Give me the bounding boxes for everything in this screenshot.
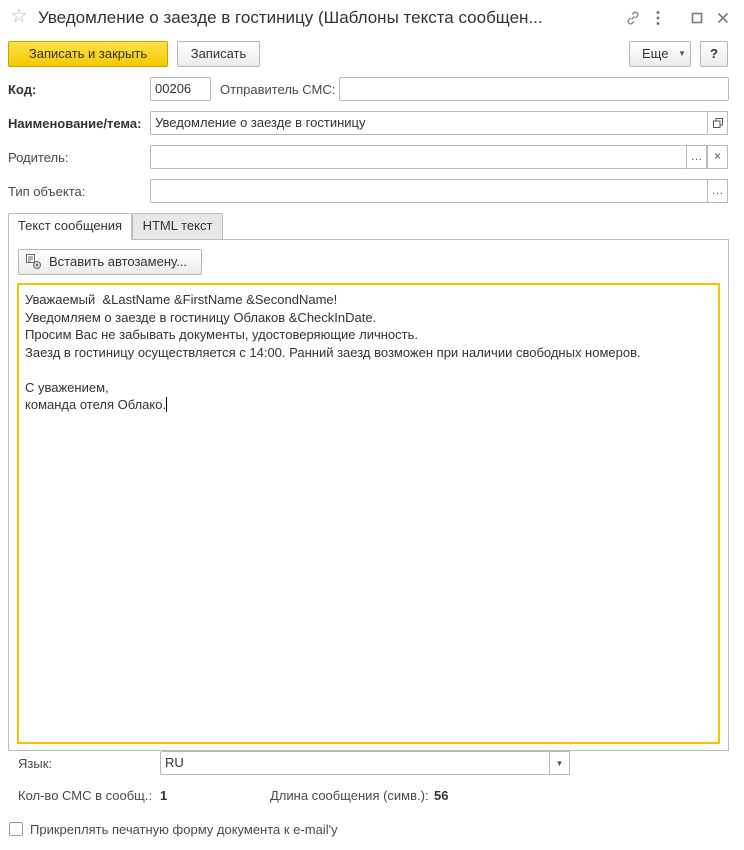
sms-sender-label: Отправитель СМС: (220, 82, 336, 97)
text-caret (166, 397, 167, 412)
editor-line: Просим Вас не забывать документы, удостоверяющие личность. (25, 327, 418, 342)
language-field[interactable]: RU (160, 751, 550, 775)
more-menu-button[interactable] (629, 41, 691, 67)
substitution-icon (26, 254, 42, 278)
more-menu-label: Еще (642, 46, 669, 61)
open-icon[interactable] (707, 111, 728, 135)
more-vertical-icon[interactable] (647, 7, 669, 29)
maximize-icon[interactable] (686, 7, 708, 29)
attach-print-form-checkbox[interactable] (9, 822, 23, 836)
object-type-label: Тип объекта: (8, 184, 86, 199)
chevron-down-icon: ▼ (678, 49, 686, 58)
editor-line: Заезд в гостиницу осуществляется с 14:00. Ранний заезд возможен при наличии свободных номеров. (25, 344, 641, 360)
object-type-field[interactable] (150, 179, 708, 203)
star-icon[interactable]: ☆ (10, 6, 28, 27)
message-length-label: Длина сообщения (симв.): (270, 788, 429, 803)
help-button[interactable]: ? (700, 41, 728, 67)
editor-line: Уведомляем о заезде в гостиницу Облаков &CheckInDate. (25, 309, 377, 325)
parent-label: Родитель: (8, 150, 69, 165)
editor-line (25, 361, 712, 379)
insert-substitution-label: Вставить автозамену... (49, 254, 188, 269)
editor-line: Уважаемый &LastName &FirstName &SecondName! (25, 292, 338, 307)
window-title: Уведомление о заезде в гостиницу (Шаблоны текста сообщен... (38, 8, 543, 27)
select-ellipsis-button[interactable]: … (686, 145, 707, 169)
sms-sender-field[interactable] (339, 77, 729, 101)
parent-field[interactable] (150, 145, 687, 169)
save-and-close-button[interactable]: Записать и закрыть (8, 41, 168, 67)
chevron-down-icon[interactable]: ▼ (549, 751, 570, 775)
select-ellipsis-button[interactable]: … (707, 179, 728, 203)
editor-line: С уважением, (25, 379, 109, 395)
language-label: Язык: (18, 756, 52, 771)
code-label: Код: (8, 82, 37, 97)
message-text-editor[interactable] (17, 283, 720, 744)
insert-substitution-button[interactable] (18, 249, 202, 275)
link-icon[interactable] (622, 7, 644, 29)
save-button[interactable]: Записать (177, 41, 260, 67)
editor-line: команда отеля Облако. (25, 397, 167, 412)
sms-count-value: 1 (160, 788, 168, 803)
name-label: Наименование/тема: (8, 116, 142, 131)
sms-count-label: Кол-во СМС в сообщ.: (18, 788, 153, 803)
message-length-value: 56 (434, 788, 449, 803)
tab-message-text[interactable]: Текст сообщения (8, 213, 132, 240)
close-icon[interactable] (712, 7, 734, 29)
name-field[interactable]: Уведомление о заезде в гостиницу (150, 111, 708, 135)
attach-print-form-label[interactable]: Прикреплять печатную форму документа к e-mail'у (30, 822, 338, 837)
tab-html-text[interactable]: HTML текст (132, 213, 223, 239)
clear-icon[interactable]: × (707, 145, 728, 169)
code-field[interactable]: 00206 (150, 77, 211, 101)
